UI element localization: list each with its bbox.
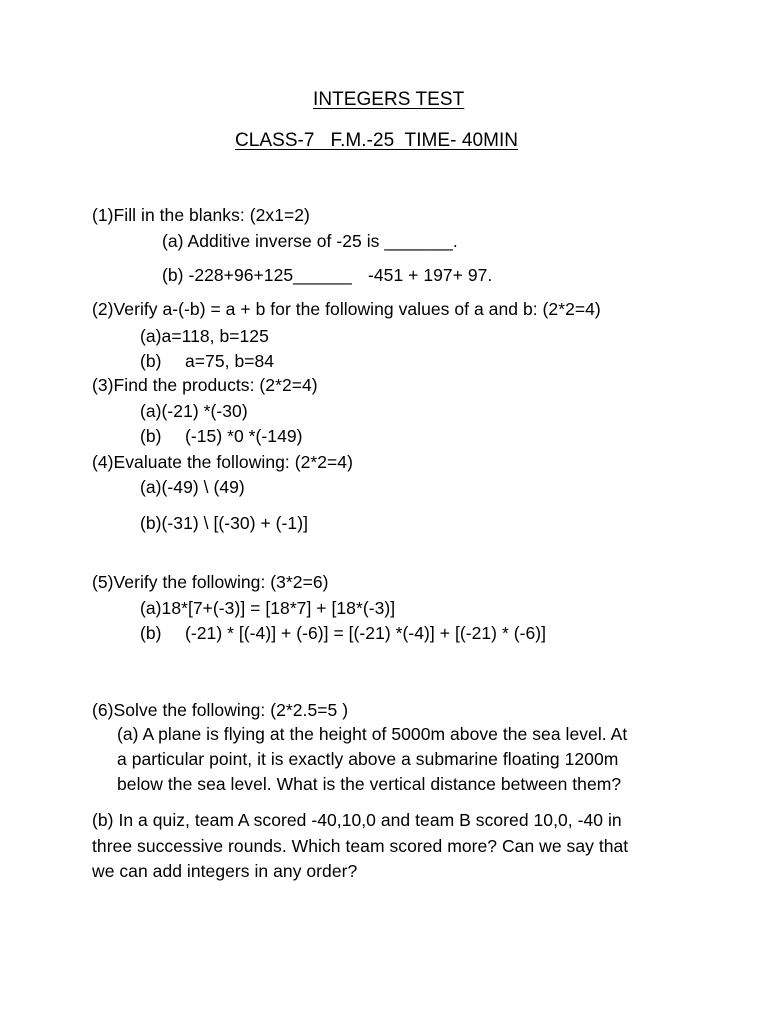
q5-b-text: (-21) * [(-4)] + (-6)] = [(-21) *(-4)] + [(-21) * (-6)] [185,623,547,643]
q4-b: (b)(-31) \ [(-30) + (-1)] [140,513,309,533]
q6-a-line2: a particular point, it is exactly above a submarine floating 1200m [117,749,619,769]
q3-a: (a)(-21) *(-30) [140,401,248,421]
q1-b-left: (b) -228+96+125______ [162,265,352,285]
q6-b-line2: three successive rounds. Which team scored more? Can we say that [92,836,629,856]
q1-b-right: -451 + 197+ 97. [368,265,493,285]
q6-a-line1: (a) A plane is flying at the height of 5000m above the sea level. At [117,724,628,744]
page-subtitle: CLASS-7 F.M.-25 TIME- 40MIN [235,130,519,151]
q6-a-line3: below the sea level. What is the vertical distance between them? [117,774,622,794]
q4-heading: (4)Evaluate the following: (2*2=4) [92,452,353,472]
q3-b-text: (-15) *0 *(-149) [185,426,303,446]
q6-b-line3: we can add integers in any order? [92,861,358,881]
q4-a: (a)(-49) \ (49) [140,477,245,497]
q1-heading: (1)Fill in the blanks: (2x1=2) [92,205,310,225]
q5-b-label: (b) [140,623,162,643]
q1-a: (a) Additive inverse of -25 is _______. [162,231,458,251]
q5-a: (a)18*[7+(-3)] = [18*7] + [18*(-3)] [140,598,396,618]
page-title: INTEGERS TEST [313,89,465,110]
q2-b-text: a=75, b=84 [185,351,275,371]
q6-heading: (6)Solve the following: (2*2.5=5 ) [92,700,349,720]
q2-a: (a)a=118, b=125 [140,326,269,346]
q3-heading: (3)Find the products: (2*2=4) [92,375,318,395]
q2-b-label: (b) [140,351,162,371]
q6-b-line1: (b) In a quiz, team A scored -40,10,0 and team B scored 10,0, -40 in [92,810,622,830]
q5-heading: (5)Verify the following: (3*2=6) [92,572,329,592]
q2-heading: (2)Verify a-(-b) = a + b for the following values of a and b: (2*2=4) [92,299,601,319]
q3-b-label: (b) [140,426,162,446]
